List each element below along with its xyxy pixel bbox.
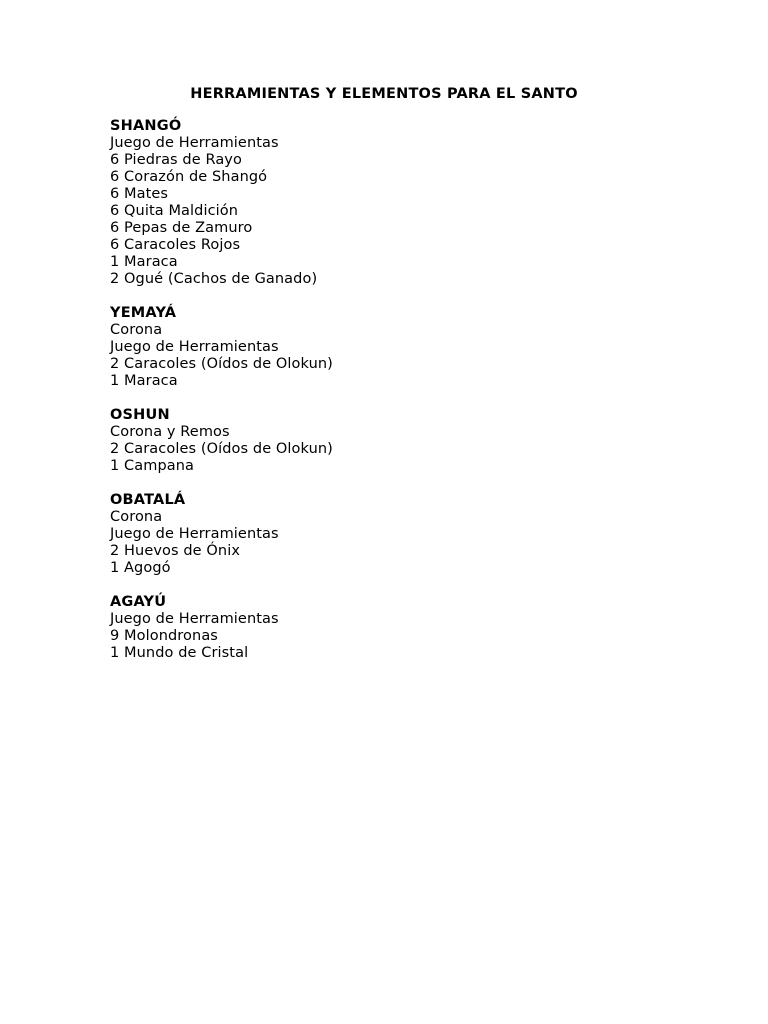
- list-item: Juego de Herramientas: [110, 611, 279, 627]
- section-obatala: [110, 492, 710, 577]
- section-heading: YEMAYÁ: [110, 305, 177, 321]
- section-heading: OBATALÁ: [110, 492, 186, 508]
- section-heading: AGAYÚ: [110, 594, 167, 610]
- list-item: 2 Huevos de Ónix: [110, 543, 241, 559]
- section-heading: SHANGÓ: [110, 118, 182, 134]
- list-item: 6 Corazón de Shangó: [110, 169, 268, 185]
- list-item: Juego de Herramientas: [110, 135, 279, 151]
- list-item: 9 Molondronas: [110, 628, 218, 644]
- item-list: [110, 135, 710, 288]
- list-item: 6 Mates: [110, 186, 169, 202]
- list-item: Juego de Herramientas: [110, 526, 279, 542]
- list-item: Corona: [110, 509, 163, 525]
- list-item: Juego de Herramientas: [110, 339, 279, 355]
- section-heading: OSHUN: [110, 407, 170, 423]
- section-shango: [110, 118, 710, 288]
- list-item: 1 Campana: [110, 458, 195, 474]
- section-oshun: [110, 407, 710, 475]
- list-item: Corona y Remos: [110, 424, 230, 440]
- list-item: 6 Caracoles Rojos: [110, 237, 241, 253]
- item-list: [110, 322, 710, 390]
- list-item: 2 Caracoles (Oídos de Olokun): [110, 441, 333, 457]
- section-agayu: [110, 594, 710, 662]
- list-item: 2 Ogué (Cachos de Ganado): [110, 271, 318, 287]
- item-list: [110, 509, 710, 577]
- item-list: [110, 611, 710, 662]
- document-title: HERRAMIENTAS Y ELEMENTOS PARA EL SANTO: [190, 86, 578, 102]
- item-list: [110, 424, 710, 475]
- list-item: 1 Agogó: [110, 560, 171, 576]
- list-item: Corona: [110, 322, 163, 338]
- section-yemaya: [110, 305, 710, 390]
- list-item: 6 Piedras de Rayo: [110, 152, 242, 168]
- list-item: 6 Quita Maldición: [110, 203, 239, 219]
- document-body: [110, 118, 710, 679]
- list-item: 2 Caracoles (Oídos de Olokun): [110, 356, 333, 372]
- list-item: 1 Maraca: [110, 254, 178, 270]
- list-item: 1 Maraca: [110, 373, 178, 389]
- list-item: 6 Pepas de Zamuro: [110, 220, 253, 236]
- list-item: 1 Mundo de Cristal: [110, 645, 249, 661]
